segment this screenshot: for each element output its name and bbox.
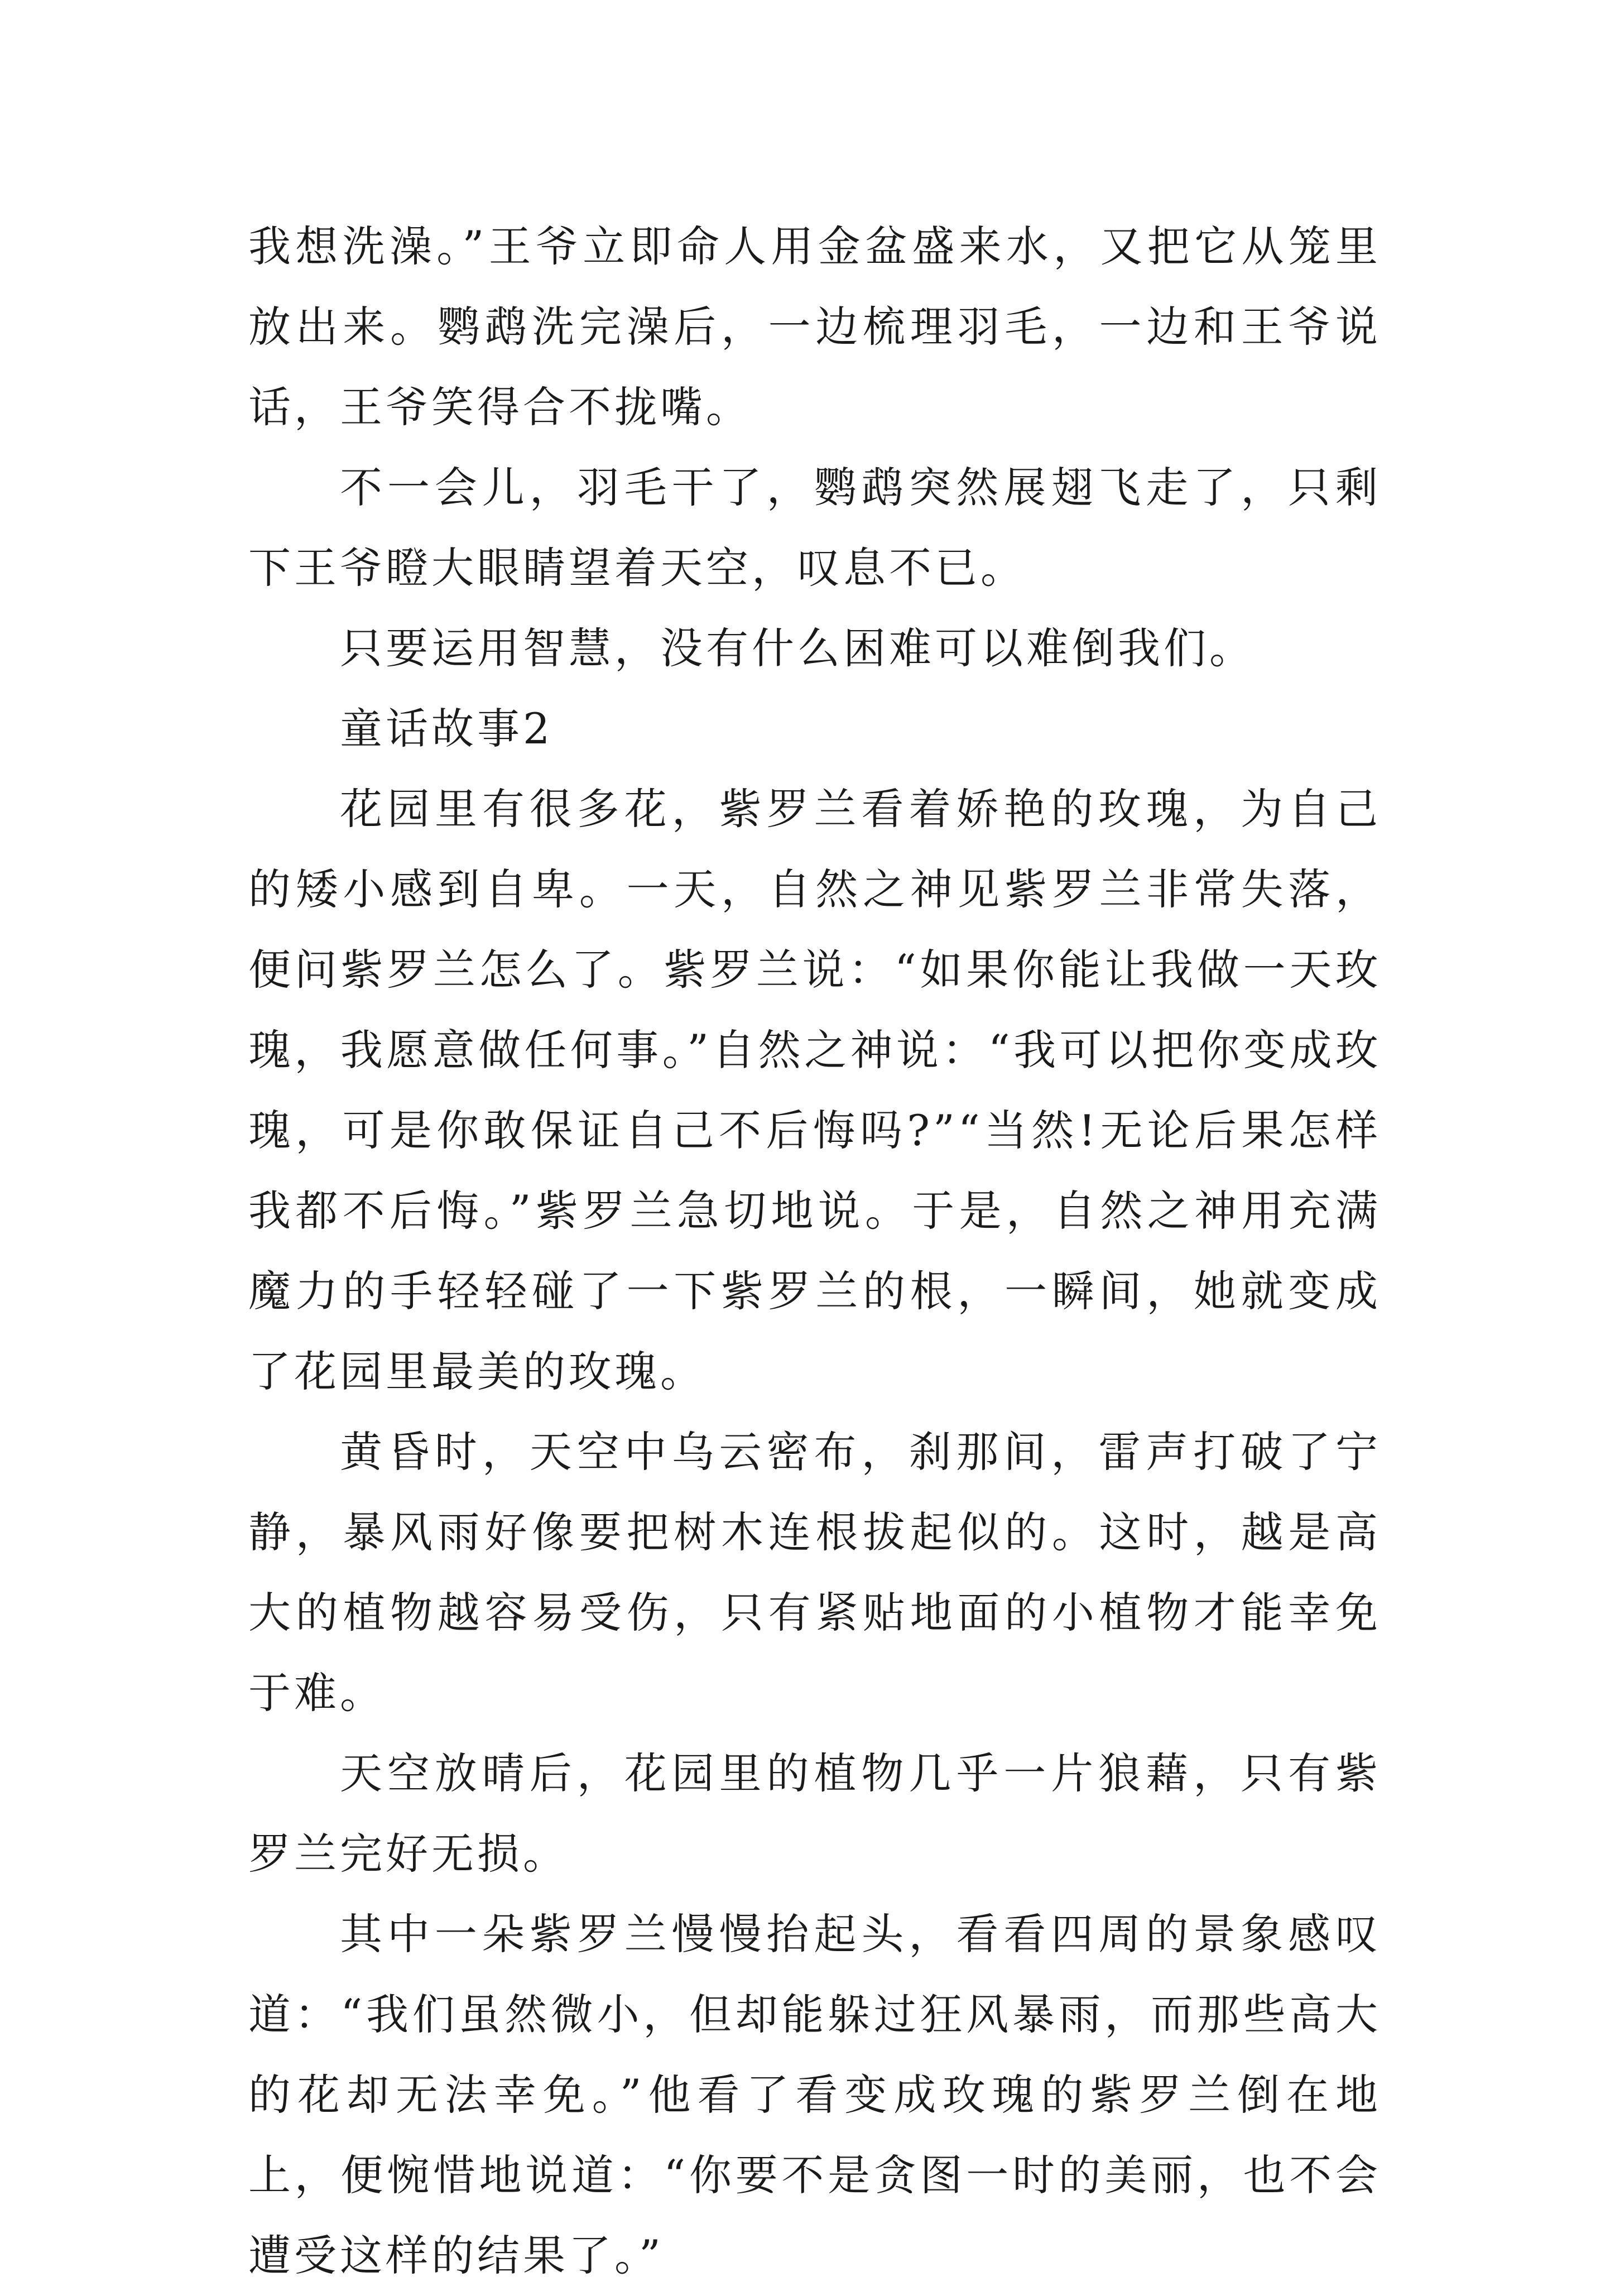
paragraph-5: 花园里有很多花，紫罗兰看着娇艳的玫瑰，为自己的矮小感到自卑。一天，自然之神见紫罗兰非常失落，便问紫罗兰怎么了。紫罗兰说：“如果你能让我做一天玫瑰，我愿意做任何事。”自然之神说：“我可以把你变成玫瑰，可是你敢保证自己不后悔吗?”“当然!无论后果怎样我都不后悔。”紫罗兰急切地说。于是，自然之神用充满魔力的手轻轻碰了一下紫罗兰的根，一瞬间，她就变成了花园里最美的玫瑰。 xyxy=(248,784,1381,1396)
paragraph-2: 不一会儿，羽毛干了，鹦鹉突然展翅飞走了，只剩下王爷瞪大眼睛望着天空，叹息不已。 xyxy=(248,463,1381,593)
paragraph-1: 我想洗澡。”王爷立即命人用金盆盛来水，又把它从笼里放出来。鹦鹉洗完澡后，一边梳理羽毛，一边和王爷说话，王爷笑得合不拢嘴。 xyxy=(248,222,1381,432)
paragraph-3: 只要运用智慧，没有什么困难可以难倒我们。 xyxy=(340,623,1255,673)
story-text xyxy=(248,206,1381,2296)
paragraph-7: 天空放晴后，花园里的植物几乎一片狼藉，只有紫罗兰完好无损。 xyxy=(248,1749,1381,1879)
paragraph-6: 黄昏时，天空中乌云密布，刹那间，雷声打破了宁静，暴风雨好像要把树木连根拔起似的。这时，越是高大的植物越容易受伤，只有紧贴地面的小植物才能幸免于难。 xyxy=(248,1427,1381,1718)
section-heading: 童话故事2 xyxy=(340,704,554,753)
paragraph-8: 其中一朵紫罗兰慢慢抬起头，看看四周的景象感叹道：“我们虽然微小，但却能躲过狂风暴雨，而那些高大的花却无法幸免。”他看了看变成玫瑰的紫罗兰倒在地上，便惋惜地说道：“你要不是贪图一时的美丽，也不会遭受这样的结果了。” xyxy=(248,1909,1381,2280)
